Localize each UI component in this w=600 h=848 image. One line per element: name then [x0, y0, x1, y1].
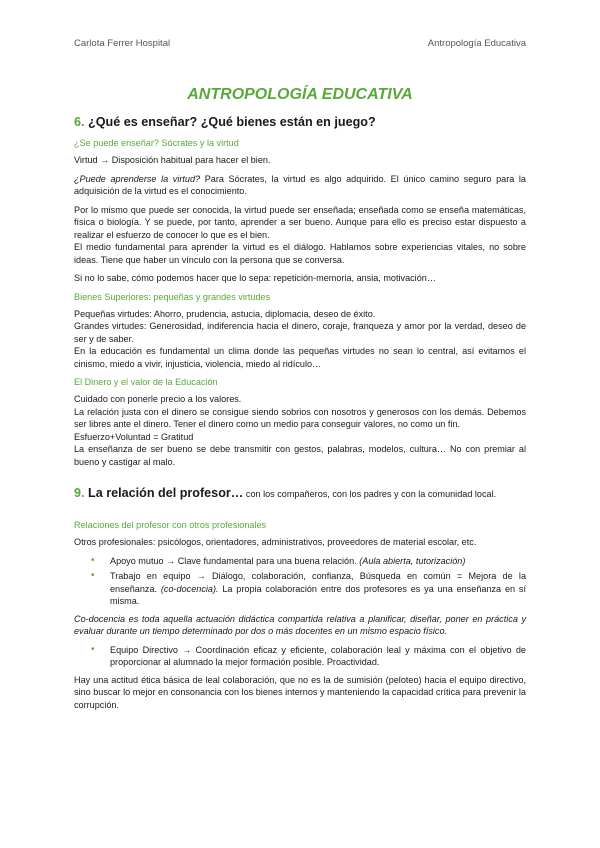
list-item — [91, 554, 526, 568]
paragraph: Virtud → Disposición habitual para hacer el bien. — [74, 155, 271, 165]
section-6-title: ¿Qué es enseñar? ¿Qué bienes están en juego? — [88, 115, 376, 129]
section-9-title: La relación del profesor… — [88, 486, 244, 500]
paragraph: Cuidado con ponerle precio a los valores. — [74, 394, 242, 404]
bullet-icon: • — [91, 643, 95, 655]
subheading-virtud: ¿Se puede enseñar? Sócrates y la virtud — [74, 138, 239, 148]
bullet-list — [74, 644, 526, 669]
list-item — [91, 643, 526, 669]
section-9-heading — [74, 486, 526, 502]
paragraph: En la educación es fundamental un clima donde las pequeñas virtudes no sean lo central, así evitamos el cinismo, miedo a vivir, injusticia, violencia, miedo al ridículo… — [74, 346, 526, 369]
list-item-text: La propia colaboración entre dos profesores es ya una enseñanza en sí misma. — [110, 583, 526, 606]
paragraph-italic: Co-docencia es toda aquella actuación didáctica compartida relativa a planificar, diseñar, poner en práctica y evaluar durante un tiempo determinado por dos o más docentes en un mismo espacio físico. — [74, 613, 526, 636]
paragraph: Grandes virtudes: Generosidad, indiferencia hacia el dinero, coraje, franqueza y amor por la verdad, deseo de ser y de saber. — [74, 321, 526, 344]
list-item-italic: (co-docencia). — [160, 583, 219, 594]
list-item — [91, 570, 526, 608]
paragraph: Hay una actitud ética básica de leal colaboración, que no es la de sumisión (peloteo) hacia el equipo directivo, sino buscar lo mejor en consonancia con los bienes internos y manteniendo la capacidad crítica para prevenir la corrupción. — [74, 674, 526, 710]
paragraph-text: Para Sócrates, la virtud es algo adquirido. El único camino seguro para la adquisición de la virtud es el conocimiento. — [74, 173, 526, 196]
paragraph: Por lo mismo que puede ser conocida, la virtud puede ser enseñada; enseñada como se enseña matemáticas, física o biología. Y se puede, por tanto, aprender a ser bueno. Aunque para ello es preciso estar dispuesto a realizar el esfuerzo de conocer lo que es el bien. — [74, 204, 526, 240]
page-title: ANTROPOLOGÍA EDUCATIVA — [187, 86, 413, 103]
list-item-italic: (Aula abierta, tutorización) — [359, 555, 466, 566]
paragraph: La relación justa con el dinero se consigue siendo sobrios con nosotros y generosos con los demás. Debemos ser libres ante el dinero. Tener el dinero como un medio para conseguir valores, no como un fin. — [74, 406, 526, 429]
header-author: Carlota Ferrer Hospital — [74, 38, 171, 49]
subheading-bienes: Bienes Superiores: pequeñas y grandes virtudes — [74, 291, 271, 302]
list-item-text: Apoyo mutuo → Clave fundamental para una buena relación. — [110, 555, 360, 566]
paragraph — [74, 173, 526, 198]
italic-question: ¿Puede aprenderse la virtud? — [74, 173, 201, 184]
bullet-list — [74, 555, 526, 608]
section-6-number: 6. — [74, 115, 85, 129]
list-item-text: Equipo Directivo → Coordinación eficaz y eficiente, colaboración leal y máxima con el objetivo de proporcionar al alumnado la mejor formación posible. Proactividad. — [110, 644, 526, 667]
subheading-relaciones: Relaciones del profesor con otros profesionales — [74, 520, 267, 530]
section-9-number: 9. — [74, 486, 85, 500]
list-item-text: Trabajo en equipo → Diálogo, colaboración, confianza, Búsqueda en común = Mejora de la enseñanza. — [110, 571, 526, 594]
paragraph: Pequeñas virtudes: Ahorro, prudencia, astucia, diplomacia, deseo de éxito. — [74, 308, 376, 319]
paragraph: Otros profesionales: psicólogos, orientadores, administrativos, proveedores de material escolar, etc. — [74, 537, 477, 547]
bullet-icon: • — [91, 554, 95, 566]
paragraph: Si no lo sabe, cómo podemos hacer que lo sepa: repetición-memoria, ansia, motivación… — [74, 273, 436, 283]
paragraph: El medio fundamental para aprender la virtud es el diálogo. Hablamos sobre experiencias vitales, no sobre ideas. Tiene que haber un vínculo con la persona que se conversa. — [74, 242, 526, 265]
bullet-icon: • — [91, 570, 95, 581]
header-subject: Antropología Educativa — [427, 38, 526, 49]
document-body — [74, 86, 526, 717]
paragraph: Esfuerzo+Voluntad = Gratitud — [74, 431, 194, 442]
paragraph: La enseñanza de ser bueno se debe transmitir con gestos, palabras, modelos, cultura… No con premiar al bueno y castigar al malo. — [74, 444, 526, 467]
subheading-dinero: El Dinero y el valor de la Educación — [74, 377, 218, 387]
section-9-subtitle: con los compañeros, con los padres y con la comunidad local. — [243, 489, 497, 499]
section-6-heading — [74, 115, 526, 130]
